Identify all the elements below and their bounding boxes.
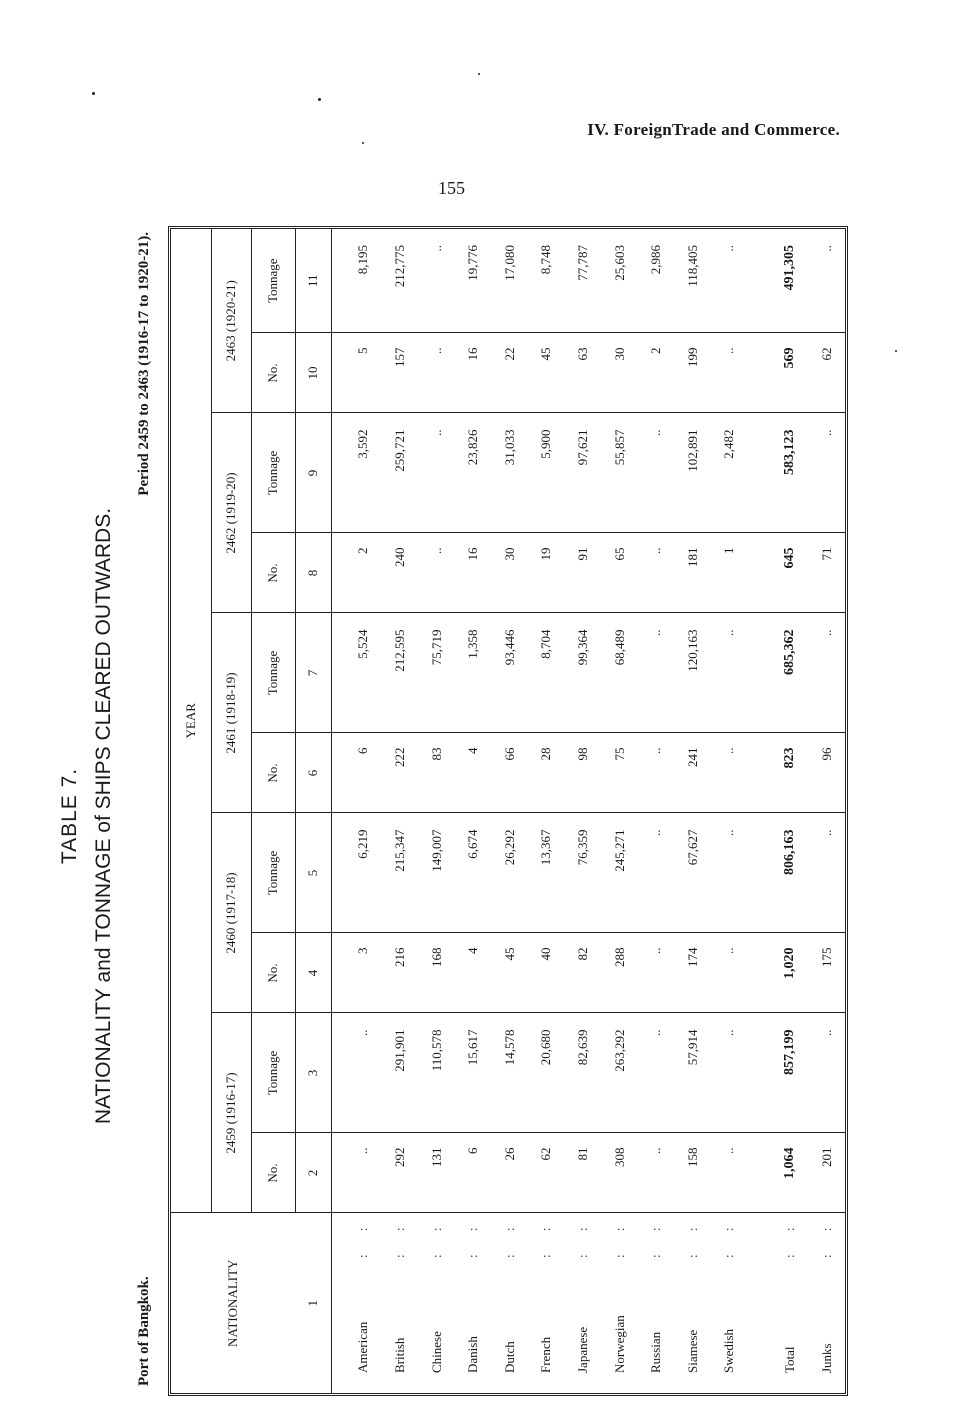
tonnage-cell: 68,489 [601, 613, 638, 733]
tonnage-cell: 857,199 [772, 1013, 809, 1133]
column-number: 6 [295, 733, 331, 813]
tonnage-cell: 2,482 [711, 413, 748, 533]
number-cell: 175 [808, 933, 845, 1013]
table-row [418, 229, 455, 1393]
nationality-label: Danish [465, 1336, 481, 1373]
number-cell: 66 [491, 733, 528, 813]
year-2459: 2459 (1916-17) [211, 1013, 251, 1213]
tonnage-cell: 245,271 [601, 813, 638, 933]
tonnage-cell: 55,857 [601, 413, 638, 533]
sub-no: No. [251, 333, 295, 413]
column-number: 10 [295, 333, 331, 413]
number-cell: 240 [382, 533, 419, 613]
tonnage-cell: 8,704 [528, 613, 565, 733]
nationality-cell [455, 1213, 492, 1393]
tonnage-cell: .. [638, 813, 675, 933]
table-row [345, 229, 382, 1393]
tonnage-cell: .. [345, 1013, 382, 1133]
number-cell: 65 [601, 533, 638, 613]
number-cell: 30 [491, 533, 528, 613]
dot-leader: : : [391, 1217, 407, 1258]
tonnage-cell: 2,986 [648, 245, 664, 275]
number-cell: 6 [455, 1133, 492, 1213]
nationality-label: American [355, 1321, 371, 1373]
year-header: YEAR [171, 229, 211, 1213]
tonnage-cell: 215,347 [382, 813, 419, 933]
sub-no: No. [251, 533, 295, 613]
nationality-label: Swedish [721, 1328, 737, 1373]
nationality-label: British [391, 1337, 407, 1373]
number-cell: 292 [382, 1133, 419, 1213]
number-cell: 6 [345, 733, 382, 813]
number-cell: 28 [528, 733, 565, 813]
column-number: 7 [295, 613, 331, 733]
number-cell: 288 [601, 933, 638, 1013]
number-cell: .. [638, 933, 675, 1013]
number-cell: 3 [345, 933, 382, 1013]
dot-leader: : : [538, 1217, 554, 1258]
number-cell: 5 [345, 333, 382, 413]
tonnage-cell: 5,524 [345, 613, 382, 733]
tonnage-cell: 491,305 [782, 245, 797, 291]
sub-tonnage: Tonnage [251, 1013, 295, 1133]
tonnage-cell: 57,914 [674, 1013, 711, 1133]
tonnage-cell: 31,033 [491, 413, 528, 533]
nationality-label: Junks [818, 1343, 834, 1373]
dot-leader: : : [465, 1217, 481, 1258]
nationality-cell [418, 1213, 455, 1393]
nationality-label: Chinese [428, 1331, 444, 1373]
column-number: 1 [295, 1213, 331, 1393]
tonnage-cell: 20,680 [528, 1013, 565, 1133]
tonnage-cell: 23,826 [455, 413, 492, 533]
tonnage-cell: 99,364 [565, 613, 602, 733]
table-row [601, 229, 638, 1393]
number-cell: 222 [382, 733, 419, 813]
number-cell: .. [638, 533, 675, 613]
tonnage-cell: 212,595 [382, 613, 419, 733]
dot-leader: : : [818, 1217, 834, 1258]
number-cell: 45 [528, 333, 565, 413]
sub-tonnage: Tonnage [251, 613, 295, 733]
dot-leader: : : [574, 1217, 590, 1258]
table-row [528, 229, 565, 1393]
tonnage-cell: .. [428, 245, 444, 252]
tonnage-cell: .. [711, 613, 748, 733]
number-cell: 75 [601, 733, 638, 813]
nationality-label: French [538, 1336, 554, 1373]
tonnage-cell: 583,123 [772, 413, 809, 533]
number-cell: 1,064 [772, 1133, 809, 1213]
number-cell: .. [711, 733, 748, 813]
column-number: 2 [295, 1133, 331, 1213]
tonnage-cell: 17,080 [501, 245, 517, 281]
table-row [674, 229, 711, 1393]
period-label: Period 2459 to 2463 (1916-17 to 1920-21). [136, 232, 152, 496]
table-row [382, 229, 419, 1393]
table-row [491, 229, 528, 1393]
tonnage-cell: .. [808, 813, 845, 933]
data-table-frame [168, 226, 848, 1396]
nationality-cell [638, 1213, 675, 1393]
tonnage-cell: 97,621 [565, 413, 602, 533]
nationality-cell [345, 1213, 382, 1393]
dot-leader: : : [428, 1217, 444, 1258]
sub-tonnage: Tonnage [251, 229, 295, 333]
number-cell: 181 [674, 533, 711, 613]
table-body [331, 229, 845, 1393]
number-cell: 81 [565, 1133, 602, 1213]
nationality-cell [674, 1213, 711, 1393]
table-row [638, 229, 675, 1393]
tonnage-cell: .. [638, 1013, 675, 1133]
nationality-label: Total [782, 1346, 797, 1373]
tonnage-cell: .. [638, 613, 675, 733]
dot-leader: : : [355, 1217, 371, 1258]
tonnage-cell: 15,617 [455, 1013, 492, 1133]
column-number: 9 [295, 413, 331, 533]
tonnage-cell: 6,219 [345, 813, 382, 933]
year-2461: 2461 (1918-19) [211, 613, 251, 813]
year-2462: 2462 (1919-20) [211, 413, 251, 613]
nationality-label: Japanese [574, 1326, 590, 1373]
tonnage-cell: .. [711, 1013, 748, 1133]
tonnage-cell: 93,446 [491, 613, 528, 733]
dot-leader: : : [611, 1217, 627, 1258]
tonnage-cell: .. [808, 613, 845, 733]
table-row [565, 229, 602, 1393]
port-label: Port of Bangkok. [136, 1276, 152, 1386]
table-row [711, 229, 748, 1393]
tonnage-cell: 5,900 [528, 413, 565, 533]
column-number: 8 [295, 533, 331, 613]
nationality-cell [772, 1213, 809, 1393]
number-cell: 19 [528, 533, 565, 613]
tonnage-cell: 6,674 [455, 813, 492, 933]
number-cell: 158 [674, 1133, 711, 1213]
tonnage-cell: .. [818, 245, 834, 252]
table-row [455, 229, 492, 1393]
tonnage-cell: 8,195 [355, 245, 371, 275]
dot-leader: : : [721, 1217, 737, 1258]
number-cell: 823 [772, 733, 809, 813]
number-cell: 62 [528, 1133, 565, 1213]
tonnage-cell: .. [808, 413, 845, 533]
number-cell: 63 [565, 333, 602, 413]
number-cell: 2 [345, 533, 382, 613]
number-cell: 241 [674, 733, 711, 813]
number-cell: 201 [808, 1133, 845, 1213]
tonnage-cell: 14,578 [491, 1013, 528, 1133]
number-cell: 91 [565, 533, 602, 613]
number-cell: .. [345, 1133, 382, 1213]
sub-tonnage: Tonnage [251, 413, 295, 533]
tonnage-cell: 118,405 [684, 245, 700, 287]
number-cell: 4 [455, 733, 492, 813]
number-cell: 4 [455, 933, 492, 1013]
tonnage-cell: .. [808, 1013, 845, 1133]
number-cell: .. [638, 733, 675, 813]
tonnage-cell: 3,592 [345, 413, 382, 533]
year-2463: 2463 (1920-21) [211, 229, 251, 413]
number-cell: .. [711, 933, 748, 1013]
nationality-label: Russian [648, 1331, 664, 1373]
tonnage-cell: 25,603 [611, 245, 627, 281]
tonnage-cell: .. [711, 813, 748, 933]
rotated-page-content [40, 204, 920, 1396]
number-cell: 1,020 [772, 933, 809, 1013]
tonnage-cell: 685,362 [772, 613, 809, 733]
page-header: IV. ForeignTrade and Commerce. [587, 120, 840, 139]
number-cell: 157 [382, 333, 419, 413]
number-cell: 569 [772, 333, 809, 413]
table-number: TABLE 7. [58, 767, 81, 865]
tonnage-cell: 806,163 [772, 813, 809, 933]
number-cell: 2 [638, 333, 675, 413]
tonnage-cell: 13,367 [528, 813, 565, 933]
nationality-label: Norwegian [611, 1315, 627, 1373]
number-cell: 96 [808, 733, 845, 813]
nationality-cell [491, 1213, 528, 1393]
nationality-label: Siamese [684, 1329, 700, 1373]
column-number: 4 [295, 933, 331, 1013]
nationality-cell [601, 1213, 638, 1393]
dot-leader: : : [501, 1217, 517, 1258]
number-cell: 16 [455, 533, 492, 613]
nationality-label: Dutch [501, 1341, 517, 1373]
tonnage-cell: 19,776 [465, 245, 481, 281]
ships-cleared-table [171, 229, 845, 1393]
number-cell: 45 [491, 933, 528, 1013]
tonnage-cell: .. [721, 245, 737, 252]
number-cell: .. [711, 333, 748, 413]
number-cell: 174 [674, 933, 711, 1013]
column-number: 3 [295, 1013, 331, 1133]
number-cell: 16 [455, 333, 492, 413]
number-cell: .. [711, 1133, 748, 1213]
tonnage-cell: 291,901 [382, 1013, 419, 1133]
tonnage-cell: 67,627 [674, 813, 711, 933]
nationality-cell [565, 1213, 602, 1393]
spacer-row [748, 229, 772, 1393]
number-cell: 82 [565, 933, 602, 1013]
year-2460: 2460 (1917-18) [211, 813, 251, 1013]
tonnage-cell: 149,007 [418, 813, 455, 933]
tonnage-cell: 263,292 [601, 1013, 638, 1133]
sub-no: No. [251, 733, 295, 813]
page-number: 155 [438, 178, 465, 198]
number-cell: 83 [418, 733, 455, 813]
tonnage-cell: .. [418, 413, 455, 533]
tonnage-cell: 8,748 [538, 245, 554, 275]
number-cell: 216 [382, 933, 419, 1013]
tonnage-cell: 76,359 [565, 813, 602, 933]
sub-tonnage: Tonnage [251, 813, 295, 933]
number-cell: 199 [674, 333, 711, 413]
number-cell: 30 [601, 333, 638, 413]
dot-leader: : : [782, 1217, 797, 1258]
nationality-header: NATIONALITY [171, 1213, 295, 1393]
number-cell: 168 [418, 933, 455, 1013]
column-number: 5 [295, 813, 331, 933]
nationality-cell [711, 1213, 748, 1393]
table-title: NATIONALITY and TONNAGE of SHIPS CLEARED OUTWARDS. [92, 507, 115, 1125]
sub-no: No. [251, 933, 295, 1013]
number-cell: 71 [808, 533, 845, 613]
tonnage-cell: 120,163 [674, 613, 711, 733]
number-cell: 131 [418, 1133, 455, 1213]
tonnage-cell: 26,292 [491, 813, 528, 933]
tonnage-cell: 102,891 [674, 413, 711, 533]
nationality-cell [382, 1213, 419, 1393]
dot-leader: : : [684, 1217, 700, 1258]
table-row [808, 229, 845, 1393]
total-row [772, 229, 809, 1393]
tonnage-cell: 82,639 [565, 1013, 602, 1133]
tonnage-cell: 1,358 [455, 613, 492, 733]
tonnage-cell: 110,578 [418, 1013, 455, 1133]
number-cell: .. [418, 533, 455, 613]
number-cell: 645 [772, 533, 809, 613]
tonnage-cell: 212,775 [391, 245, 407, 288]
number-cell: .. [638, 1133, 675, 1213]
number-cell: 308 [601, 1133, 638, 1213]
nationality-cell [808, 1213, 845, 1393]
dot-leader: : : [648, 1217, 664, 1258]
tonnage-cell: 259,721 [382, 413, 419, 533]
tonnage-cell: .. [638, 413, 675, 533]
number-cell: 40 [528, 933, 565, 1013]
column-number: 11 [295, 229, 331, 333]
nationality-cell [528, 1213, 565, 1393]
number-cell: 26 [491, 1133, 528, 1213]
number-cell: .. [418, 333, 455, 413]
number-cell: 22 [491, 333, 528, 413]
sub-no: No. [251, 1133, 295, 1213]
tonnage-cell: 77,787 [574, 245, 590, 281]
number-cell: 62 [808, 333, 845, 413]
tonnage-cell: 75,719 [418, 613, 455, 733]
number-cell: 98 [565, 733, 602, 813]
number-cell: 1 [711, 533, 748, 613]
